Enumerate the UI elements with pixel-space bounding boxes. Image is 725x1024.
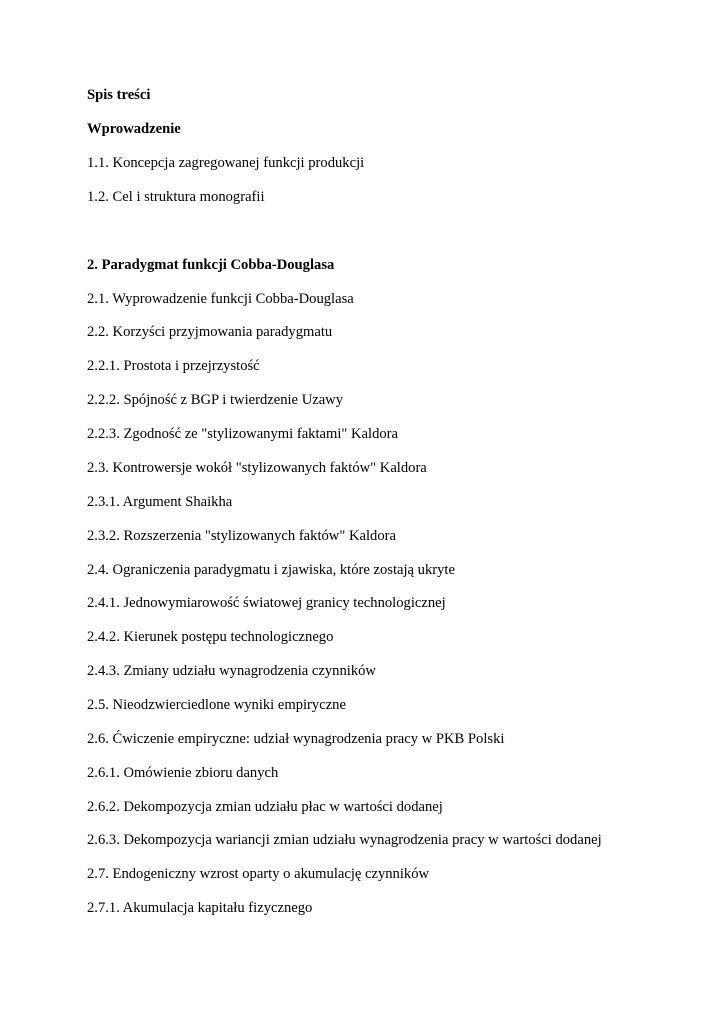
toc-entry: 2.4.3. Zmiany udziału wynagrodzenia czynników xyxy=(87,663,376,679)
toc-entry: 2.3.1. Argument Shaikha xyxy=(87,494,233,510)
toc-entry: 1.1. Koncepcja zagregowanej funkcji produkcji xyxy=(87,155,365,171)
toc-heading-chapter-2: 2. Paradygmat funkcji Cobba-Douglasa xyxy=(87,257,335,273)
toc-entry: 2.7. Endogeniczny wzrost oparty o akumulację czynników xyxy=(87,866,430,882)
toc-entry: 2.3.2. Rozszerzenia "stylizowanych faktów" Kaldora xyxy=(87,528,396,544)
toc-heading-introduction: Wprowadzenie xyxy=(87,121,181,137)
toc-entry: 2.6.2. Dekompozycja zmian udziału płac w wartości dodanej xyxy=(87,799,443,815)
toc-entry: 2.6.1. Omówienie zbioru danych xyxy=(87,765,279,781)
toc-entry: 2.7.1. Akumulacja kapitału fizycznego xyxy=(87,900,313,916)
toc-entry: 2.5. Nieodzwierciedlone wyniki empiryczne xyxy=(87,697,346,713)
toc-entry: 2.6. Ćwiczenie empiryczne: udział wynagrodzenia pracy w PKB Polski xyxy=(87,731,505,747)
toc-entry: 2.2.2. Spójność z BGP i twierdzenie Uzawy xyxy=(87,392,344,408)
toc-entry: 2.4.2. Kierunek postępu technologicznego xyxy=(87,629,334,645)
toc-entry: 2.1. Wyprowadzenie funkcji Cobba-Douglasa xyxy=(87,291,354,307)
toc-title: Spis treści xyxy=(87,87,151,103)
toc-entry: 2.2.1. Prostota i przejrzystość xyxy=(87,358,260,374)
toc-entry: 2.2. Korzyści przyjmowania paradygmatu xyxy=(87,324,333,340)
toc-entry: 2.4.1. Jednowymiarowość światowej granicy technologicznej xyxy=(87,595,446,611)
toc-entry: 2.6.3. Dekompozycja wariancji zmian udziału wynagrodzenia pracy w wartości dodanej xyxy=(87,832,602,848)
toc-entry: 1.2. Cel i struktura monografii xyxy=(87,189,265,205)
toc-entry: 2.4. Ograniczenia paradygmatu i zjawiska, które zostają ukryte xyxy=(87,562,455,578)
toc-entry: 2.3. Kontrowersje wokół "stylizowanych faktów" Kaldora xyxy=(87,460,427,476)
toc-entry: 2.2.3. Zgodność ze "stylizowanymi faktami" Kaldora xyxy=(87,426,399,442)
